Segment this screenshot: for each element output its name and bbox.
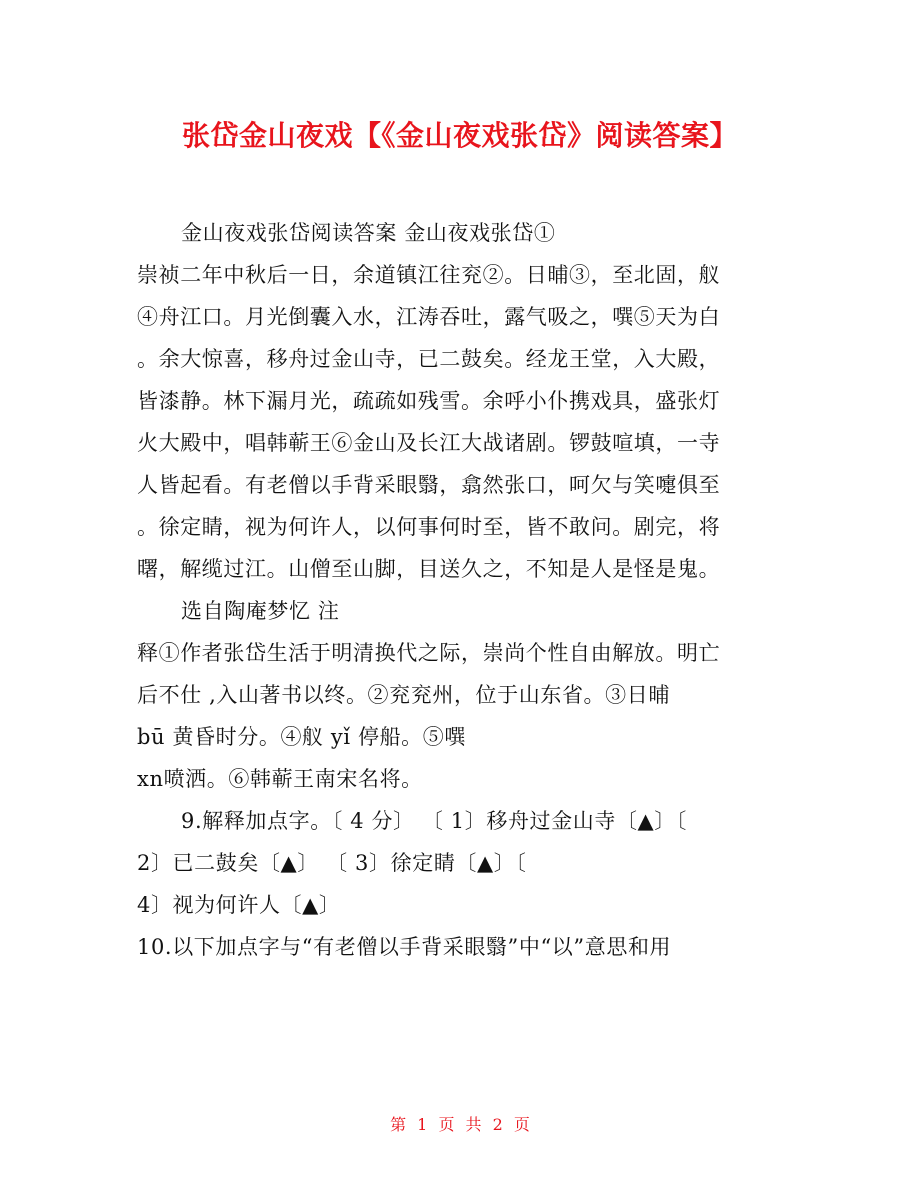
- text-line: 皆漆静。林下漏月光，疏疏如残雪。余呼小仆携戏具，盛张灯: [137, 389, 721, 413]
- question-line: 10.以下加点字与“有老僧以手背采眼翳”中“以”意思和用: [137, 935, 672, 959]
- text-line: 曙，解缆过江。山僧至山脚，目送久之，不知是人是怪是鬼。: [137, 557, 721, 581]
- text-line: 人皆起看。有老僧以手背采眼翳，翕然张口，呵欠与笑嚏俱至: [137, 473, 721, 497]
- question-line: 4〕视为何许人〔▲〕: [137, 893, 341, 917]
- text-line: 崇祯二年中秋后一日，余道镇江往兖②。日晡③，至北固，舣: [137, 263, 721, 287]
- source-note-line: 选自陶庵梦忆 注: [181, 599, 340, 623]
- text-line: 金山夜戏张岱阅读答案 金山夜戏张岱①: [181, 221, 556, 245]
- question-line: 9.解释加点字。〔 4 分〕 〔 1〕移舟过金山寺〔▲〕〔: [181, 809, 688, 833]
- annotation-line: 释①作者张岱生活于明清换代之际，崇尚个性自由解放。明亡: [137, 641, 721, 665]
- document-body: [137, 212, 787, 968]
- document-title: 张岱金山夜戏【《金山夜戏张岱》阅读答案】: [181, 119, 738, 152]
- annotation-line: bū 黄昏时分。④舣 yǐ 停船。⑤噀: [137, 725, 466, 749]
- text-line: 。徐定睛，视为何许人，以何事何时至，皆不敢问。剧完，将: [137, 515, 721, 539]
- text-line: 。余大惊喜，移舟过金山寺，已二鼓矣。经龙王堂，入大殿，: [137, 347, 721, 371]
- text-line: ④舟江口。月光倒囊入水，江涛吞吐，露气吸之，噀⑤天为白: [137, 305, 721, 329]
- annotation-line: xn喷洒。⑥韩蕲王南宋名将。: [137, 767, 423, 791]
- text-line: 火大殿中，唱韩蕲王⑥金山及长江大战诸剧。锣鼓喧填，一寺: [137, 431, 721, 455]
- annotation-line: 后不仕 ,入山著书以终。②兖兖州，位于山东省。③日晡: [137, 683, 670, 707]
- question-line: 2〕已二鼓矣〔▲〕 〔 3〕徐定睛〔▲〕〔: [137, 851, 527, 875]
- page-footer: 第 1 页 共 2 页: [390, 1115, 530, 1134]
